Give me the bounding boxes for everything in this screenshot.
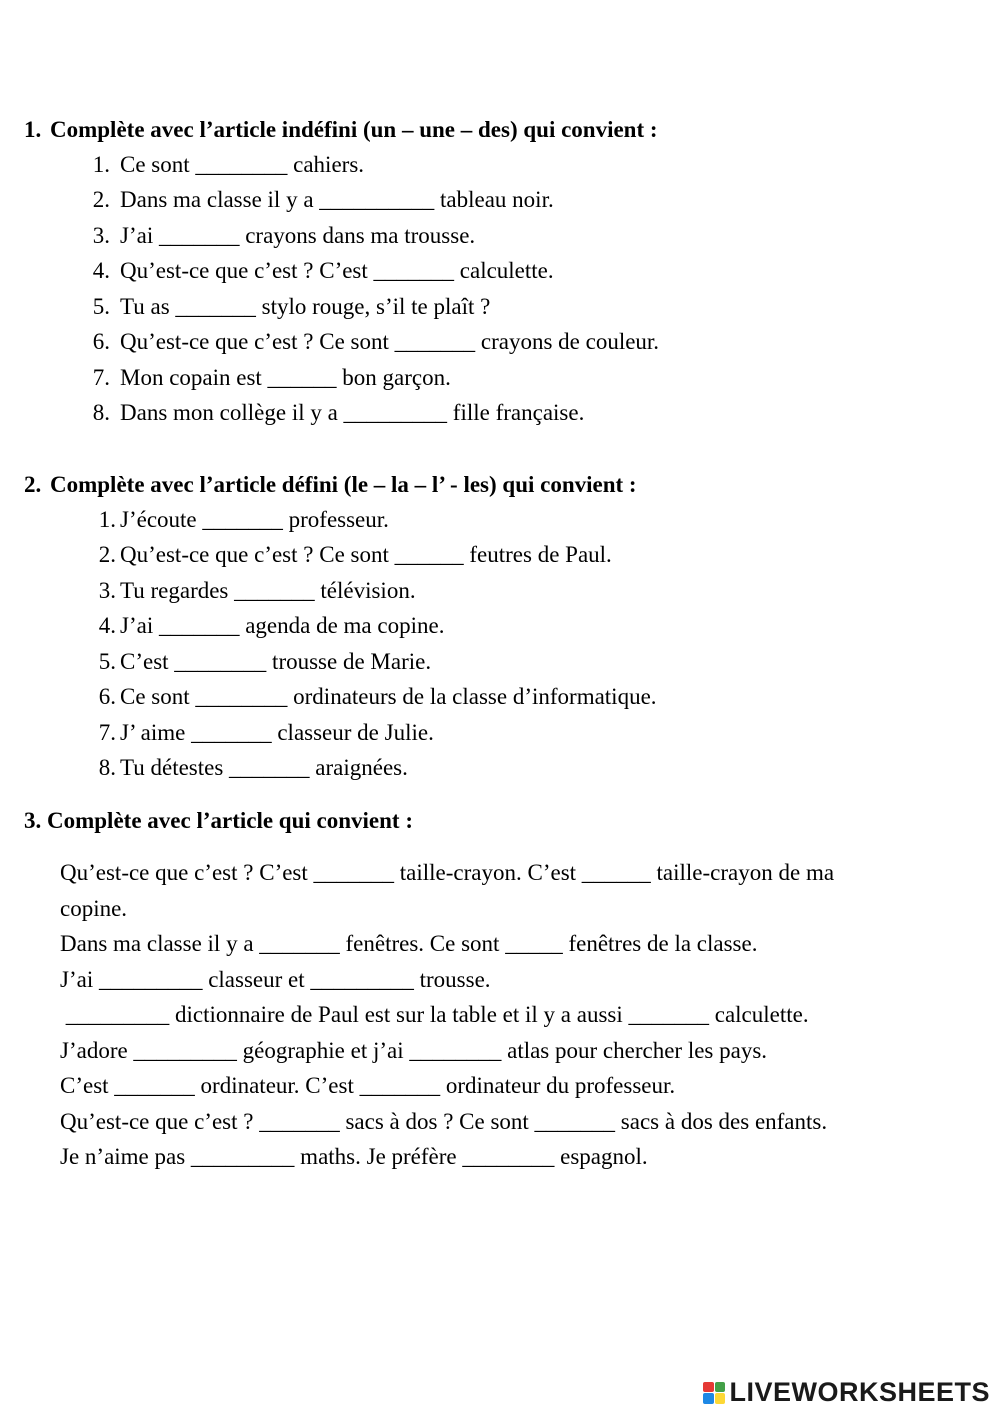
- brand-name: LIVEWORKSHEETS: [729, 1377, 990, 1407]
- list-item: 3. J’ai _______ crayons dans ma trousse.: [92, 223, 476, 248]
- list-item: 4. J’ai _______ agenda de ma copine.: [98, 613, 445, 638]
- list-item: 6. Qu’est-ce que c’est ? Ce sont _______ crayons de couleur.: [92, 329, 660, 354]
- list-item: 7. Mon copain est ______ bon garçon.: [92, 365, 451, 390]
- section-3-title: 3. Complète avec l’article qui convient :: [24, 808, 413, 833]
- list-item: 2. Dans ma classe il y a __________ tableau noir.: [92, 187, 554, 212]
- list-item: 7. J’ aime _______ classeur de Julie.: [98, 720, 434, 745]
- section-2-title: [24, 471, 637, 499]
- section-2-heading: Complète avec l’article défini (le – la – l’ - les) qui convient :: [50, 472, 637, 497]
- list-item: 4. Qu’est-ce que c’est ? C’est _______ calculette.: [92, 258, 554, 283]
- list-item: 3. Tu regardes _______ télévision.: [98, 578, 416, 603]
- list-item: 2. Qu’est-ce que c’est ? Ce sont ______ feutres de Paul.: [98, 542, 612, 567]
- section-1-title: [24, 116, 658, 144]
- paragraph-line: Dans ma classe il y a _______ fenêtres. Ce sont _____ fenêtres de la classe.: [60, 931, 758, 956]
- paragraph-line: J’ai _________ classeur et _________ trousse.: [60, 967, 491, 992]
- list-item: 8. Dans mon collège il y a _________ fille française.: [92, 400, 585, 425]
- paragraph-line: Qu’est-ce que c’est ? C’est _______ taille-crayon. C’est ______ taille-crayon de ma: [60, 860, 835, 885]
- paragraph-line: copine.: [60, 896, 128, 921]
- list-item: 5. C’est ________ trousse de Marie.: [98, 649, 432, 674]
- paragraph-line: _________ dictionnaire de Paul est sur la table et il y a aussi _______ calculette.: [60, 1002, 809, 1027]
- list-item: 5. Tu as _______ stylo rouge, s’il te plaît ?: [92, 294, 491, 319]
- list-item: 1. Ce sont ________ cahiers.: [92, 152, 365, 177]
- section-2-number: 2.: [24, 472, 42, 497]
- paragraph-line: C’est _______ ordinateur. C’est _______ ordinateur du professeur.: [60, 1073, 676, 1098]
- paragraph-line: J’adore _________ géographie et j’ai ________ atlas pour chercher les pays.: [60, 1038, 768, 1063]
- paragraph-line: Qu’est-ce que c’est ? _______ sacs à dos ? Ce sont _______ sacs à dos des enfants.: [60, 1109, 828, 1134]
- section-1-number: 1.: [24, 117, 42, 142]
- list-item: 6. Ce sont ________ ordinateurs de la classe d’informatique.: [98, 684, 657, 709]
- list-item: 8. Tu détestes _______ araignées.: [98, 755, 408, 780]
- paragraph-line: Je n’aime pas _________ maths. Je préfère ________ espagnol.: [60, 1144, 648, 1169]
- liveworksheets-logo: [703, 1377, 990, 1408]
- list-item: 1. J’écoute _______ professeur.: [98, 507, 389, 532]
- section-1-heading: Complète avec l’article indéfini (un – une – des) qui convient :: [50, 117, 658, 142]
- liveworksheets-logo-icon: [703, 1382, 725, 1404]
